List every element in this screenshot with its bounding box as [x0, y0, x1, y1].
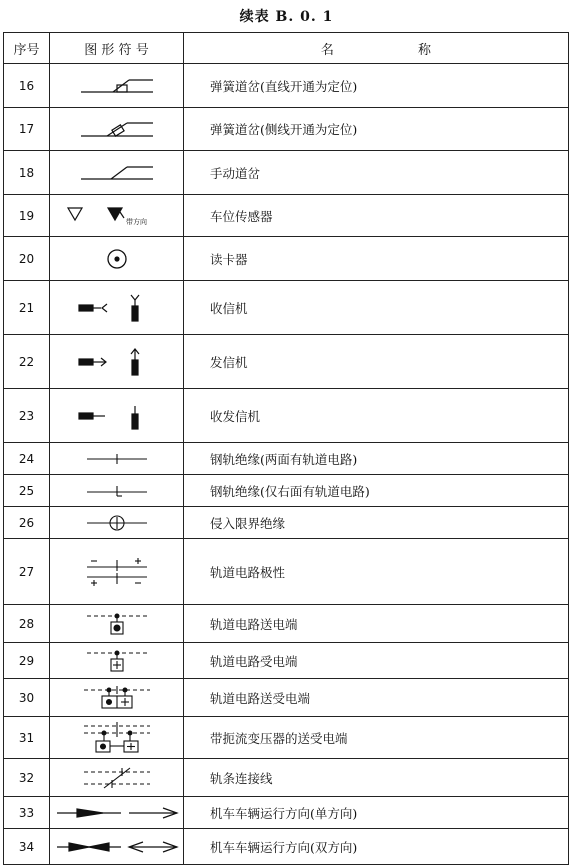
choke-transformer-feed-receive-icon — [82, 721, 152, 755]
transmitter-icon — [77, 347, 157, 377]
table-row — [4, 335, 569, 389]
row-name: 收发信机 — [184, 389, 569, 443]
table-row — [4, 64, 569, 108]
row-name: 侵入限界绝缘 — [184, 507, 569, 539]
track-circuit-polarity-icon — [85, 555, 149, 589]
table-row — [4, 679, 569, 717]
transceiver-icon — [77, 401, 157, 431]
row-name: 轨道电路极性 — [184, 539, 569, 605]
table-row — [4, 539, 569, 605]
table-row — [4, 389, 569, 443]
track-circuit-feed-end-icon — [85, 610, 149, 638]
row-num: 29 — [4, 643, 50, 679]
row-num: 16 — [4, 64, 50, 108]
row-num: 25 — [4, 475, 50, 507]
row-num: 34 — [4, 829, 50, 865]
table-title: 续表 B. 0. 1 — [239, 9, 334, 25]
table-header-row — [4, 33, 569, 64]
row-name: 轨条连接线 — [184, 759, 569, 797]
rail-bond-wire-icon — [82, 764, 152, 792]
car-position-sensor-icon — [62, 204, 172, 228]
rail-insulation-right-icon — [85, 484, 149, 498]
row-name: 弹簧道岔(直线开通为定位) — [184, 64, 569, 108]
symbol-table — [3, 32, 569, 865]
table-row — [4, 151, 569, 195]
table-row — [4, 237, 569, 281]
table-row — [4, 759, 569, 797]
row-name: 车位传感器 — [184, 195, 569, 237]
table-row — [4, 643, 569, 679]
table-row — [4, 717, 569, 759]
receiver-icon — [77, 293, 157, 323]
row-name: 读卡器 — [184, 237, 569, 281]
row-name: 钢轨绝缘(仅右面有轨道电路) — [184, 475, 569, 507]
spring-switch-side-icon — [77, 118, 157, 140]
table-row — [4, 507, 569, 539]
row-name: 弹簧道岔(侧线开通为定位) — [184, 108, 569, 151]
clearance-insulation-icon — [85, 513, 149, 533]
direction-label: 带方向 — [125, 217, 147, 226]
table-row — [4, 443, 569, 475]
row-name: 机车车辆运行方向(双方向) — [184, 829, 569, 865]
row-num: 33 — [4, 797, 50, 829]
row-name: 手动道岔 — [184, 151, 569, 195]
row-name: 轨道电路送电端 — [184, 605, 569, 643]
row-num: 21 — [4, 281, 50, 335]
row-num: 27 — [4, 539, 50, 605]
row-num: 31 — [4, 717, 50, 759]
row-num: 23 — [4, 389, 50, 443]
card-reader-icon — [105, 247, 129, 271]
running-direction-double-icon — [55, 840, 179, 854]
table-row — [4, 281, 569, 335]
row-num: 19 — [4, 195, 50, 237]
row-name: 轨道电路受电端 — [184, 643, 569, 679]
row-num: 20 — [4, 237, 50, 281]
track-circuit-feed-receive-end-icon — [82, 684, 152, 712]
header-symbol: 图 形 符 号 — [50, 33, 184, 64]
table-row — [4, 108, 569, 151]
row-name: 收信机 — [184, 281, 569, 335]
running-direction-single-icon — [55, 806, 179, 820]
row-num: 28 — [4, 605, 50, 643]
row-num: 32 — [4, 759, 50, 797]
table-row — [4, 195, 569, 237]
table-row — [4, 829, 569, 865]
row-num: 17 — [4, 108, 50, 151]
row-num: 24 — [4, 443, 50, 475]
row-num: 18 — [4, 151, 50, 195]
table-row — [4, 797, 569, 829]
row-name: 钢轨绝缘(两面有轨道电路) — [184, 443, 569, 475]
row-name: 发信机 — [184, 335, 569, 389]
header-name: 名 称 — [184, 33, 569, 64]
rail-insulation-both-icon — [85, 452, 149, 466]
row-num: 30 — [4, 679, 50, 717]
row-name: 带扼流变压器的送受电端 — [184, 717, 569, 759]
row-num: 26 — [4, 507, 50, 539]
table-row — [4, 475, 569, 507]
row-name: 轨道电路送受电端 — [184, 679, 569, 717]
row-num: 22 — [4, 335, 50, 389]
track-circuit-receive-end-icon — [85, 647, 149, 675]
spring-switch-straight-icon — [77, 76, 157, 96]
manual-switch-icon — [77, 163, 157, 183]
row-name: 机车车辆运行方向(单方向) — [184, 797, 569, 829]
header-num: 序号 — [4, 33, 50, 64]
table-row — [4, 605, 569, 643]
